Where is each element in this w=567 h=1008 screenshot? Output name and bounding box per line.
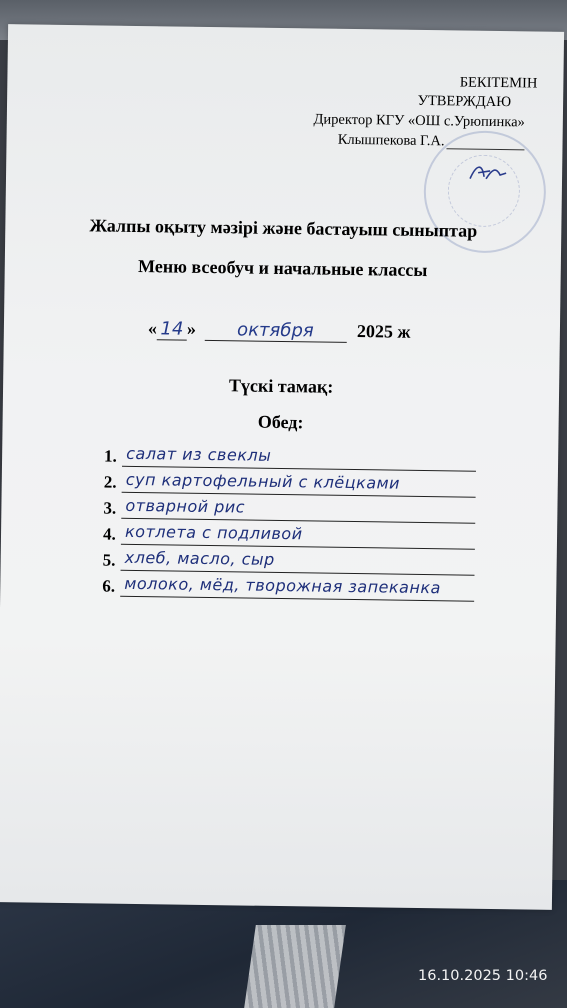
title-russian: Меню всеобуч и начальные классы <box>137 256 428 281</box>
meal-label-kazakh: Түскі тамақ: <box>228 375 334 397</box>
approval-name: Клышпекова Г.А. <box>337 131 445 150</box>
menu-item-text: салат из свеклы <box>126 443 272 465</box>
date-open-quote: « <box>147 318 158 339</box>
menu-document <box>0 24 564 910</box>
menu-item-text: хлеб, масло, сыр <box>124 547 275 569</box>
menu-item-4 <box>102 521 475 551</box>
photo-timestamp: 16.10.2025 10:46 <box>418 968 548 984</box>
menu-item-text: суп картофельный с клёцками <box>125 469 401 493</box>
menu-item-number: 3. <box>103 498 117 518</box>
date-close-quote: » <box>186 318 197 339</box>
menu-item-number: 2. <box>103 472 117 492</box>
menu-item-text: молоко, мёд, творожная запеканка <box>124 573 442 598</box>
date-line <box>148 318 411 344</box>
menu-item-5 <box>102 547 475 577</box>
date-year: 2025 ж <box>356 321 411 342</box>
approval-line-kz: БЕКІТЕМІН <box>459 74 538 92</box>
meal-label-russian: Обед: <box>257 411 304 433</box>
signature-icon <box>466 161 512 184</box>
title-kazakh: Жалпы оқыту мәзірі және бастауыш сыныптар <box>89 215 478 241</box>
menu-item-text: отварной рис <box>125 495 246 517</box>
date-day: 14 <box>160 318 184 340</box>
menu-item-6 <box>102 573 474 603</box>
menu-item-1 <box>104 443 476 473</box>
date-month-field <box>204 319 346 343</box>
menu-item-2 <box>103 469 476 499</box>
approval-line-ru: УТВЕРЖДАЮ <box>417 92 512 111</box>
menu-item-3 <box>103 495 475 525</box>
menu-item-number: 4. <box>102 524 116 544</box>
date-day-field <box>157 318 187 340</box>
menu-item-number: 6. <box>102 576 116 596</box>
menu-item-number: 1. <box>104 446 118 466</box>
date-month: октября <box>236 319 314 342</box>
cloth-fabric <box>244 925 346 1008</box>
approval-director: Директор КГУ «ОШ с.Урюпинка» <box>313 111 525 131</box>
menu-item-number: 5. <box>102 550 116 570</box>
menu-item-text: котлета с подливой <box>124 521 303 544</box>
